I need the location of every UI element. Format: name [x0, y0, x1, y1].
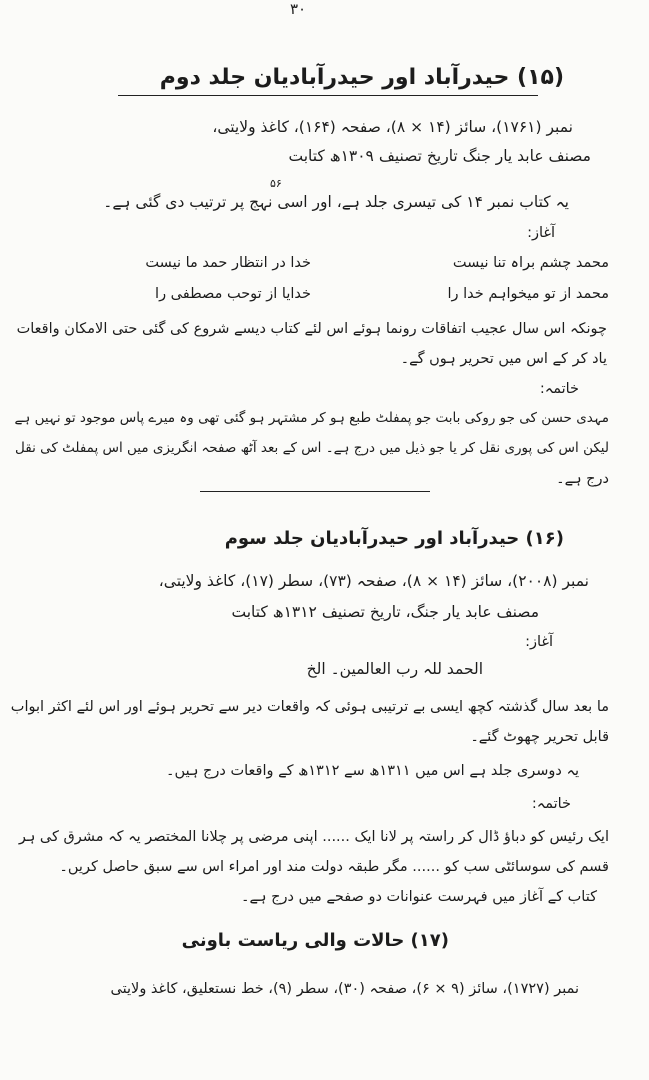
entry-17-heading: (۱۷) حالات والی ریاست باونی	[181, 930, 449, 951]
entry-15-closing-line-1: مہدی حسن کی جو روکی بابت جو پمفلٹ طبع ہو کر مشتہر ہو گئی تھی وہ میرے پاس موجود تو نہیں ہے	[14, 410, 609, 426]
entry-16-meta-line-2: مصنف عابد یار جنگ، تاریخ تصنیف ۱۳۱۲ھ کتابت	[231, 603, 539, 621]
entry-16-heading: (۱۶) حیدرآباد اور حیدرآبادیان جلد سوم	[224, 528, 564, 549]
entry-17-meta-line-1: نمبر (۱۷۲۷)، سائز (۹ × ۶)، صفحہ (۳۰)، سطر (۹)، خط نستعلیق، کاغذ ولایتی	[110, 981, 579, 997]
entry-16-closing-line-1: ایک رئیس کو دباؤ ڈال کر راستہ پر لانا ایک ...... اپنی مرضی پر چلانا المختصر یہ کہ مشرق کی ہر	[18, 829, 609, 845]
entry-16-closing-line-3: کتاب کے آغاز میں فہرست عنوانات دو صفحے میں درج ہے۔	[241, 889, 597, 905]
entry-16-para-line-2: قابل تحریر چھوٹ گئے۔	[470, 729, 609, 745]
entry-15-closing-label: خاتمہ:	[539, 381, 579, 397]
section-divider	[200, 491, 430, 492]
page-number: ۳۰	[289, 0, 307, 18]
entry-15-marginal-number: ۵۶	[270, 177, 282, 190]
entry-15-para-line-1: چونکہ اس سال عجیب اتفاقات رونما ہوئے اس لئے کتاب دیسے شروع کی گئی حتی الامکان واقعات	[16, 321, 607, 337]
entry-15-verse-2-left: خدایا از توحب مصطفی را	[155, 286, 311, 302]
entry-16-meta-line-1: نمبر (۲۰۰۸)، سائز (۱۴ × ۸)، صفحہ (۷۳)، سطر (۱۷)، کاغذ ولایتی،	[158, 572, 589, 590]
entry-15-opening-label: آغاز:	[527, 225, 555, 241]
entry-16-opening-label: آغاز:	[525, 634, 553, 650]
entry-15-verse-1-right: محمد چشم براہ تنا نیست	[452, 255, 609, 271]
entry-16-para-line-1: ما بعد سال گذشتہ کچھ ایسی بے ترتیبی ہوئی کہ واقعات دیر سے تحریر ہوئے اور اس لئے اکثر ابواب	[10, 699, 609, 715]
entry-15-verse-2-right: محمد از تو میخواہم خدا را	[447, 286, 609, 302]
entry-15-para-line-2: یاد کر کے اس میں تحریر ہوں گے۔	[400, 351, 607, 367]
entry-16-closing-line-2: قسم کی سوسائٹی سب کو ...... مگر طبقہ دولت مند اور امراء اس سے سبق حاصل کریں۔	[59, 859, 609, 875]
entry-15-verse-1-left: خدا در انتظار حمد ما نیست	[145, 255, 311, 271]
entry-15-closing-line-2: لیکن اس کی پوری نقل کر یا جو ذیل میں درج ہے۔ اس کے بعد آٹھ صفحہ انگریزی میں اس پمفلٹ کی نقل	[15, 440, 609, 456]
entry-16-opening-text: الحمد للہ رب العالمین۔ الخ	[306, 660, 483, 678]
entry-15-heading-underline	[118, 95, 538, 96]
entry-15-closing-line-3: درج ہے۔	[556, 471, 609, 487]
entry-16-para-line-3: یہ دوسری جلد ہے اس میں ۱۳۱۱ھ سے ۱۳۱۲ھ کے واقعات درج ہیں۔	[166, 763, 579, 779]
entry-15-meta-line-2: مصنف عابد یار جنگ تاریخ تصنیف ۱۳۰۹ھ کتابت	[288, 147, 591, 165]
entry-15-description: یہ کتاب نمبر ۱۴ کی تیسری جلد ہے، اور اسی نہج پر ترتیب دی گئی ہے۔	[103, 193, 569, 211]
entry-15-meta-line-1: نمبر (۱۷۶۱)، سائز (۱۴ × ۸)، صفحہ (۱۶۴)، کاغذ ولایتی،	[212, 118, 573, 136]
entry-15-heading: (۱۵) حیدرآباد اور حیدرآبادیان جلد دوم	[159, 65, 564, 90]
entry-16-closing-label: خاتمہ:	[531, 796, 571, 812]
